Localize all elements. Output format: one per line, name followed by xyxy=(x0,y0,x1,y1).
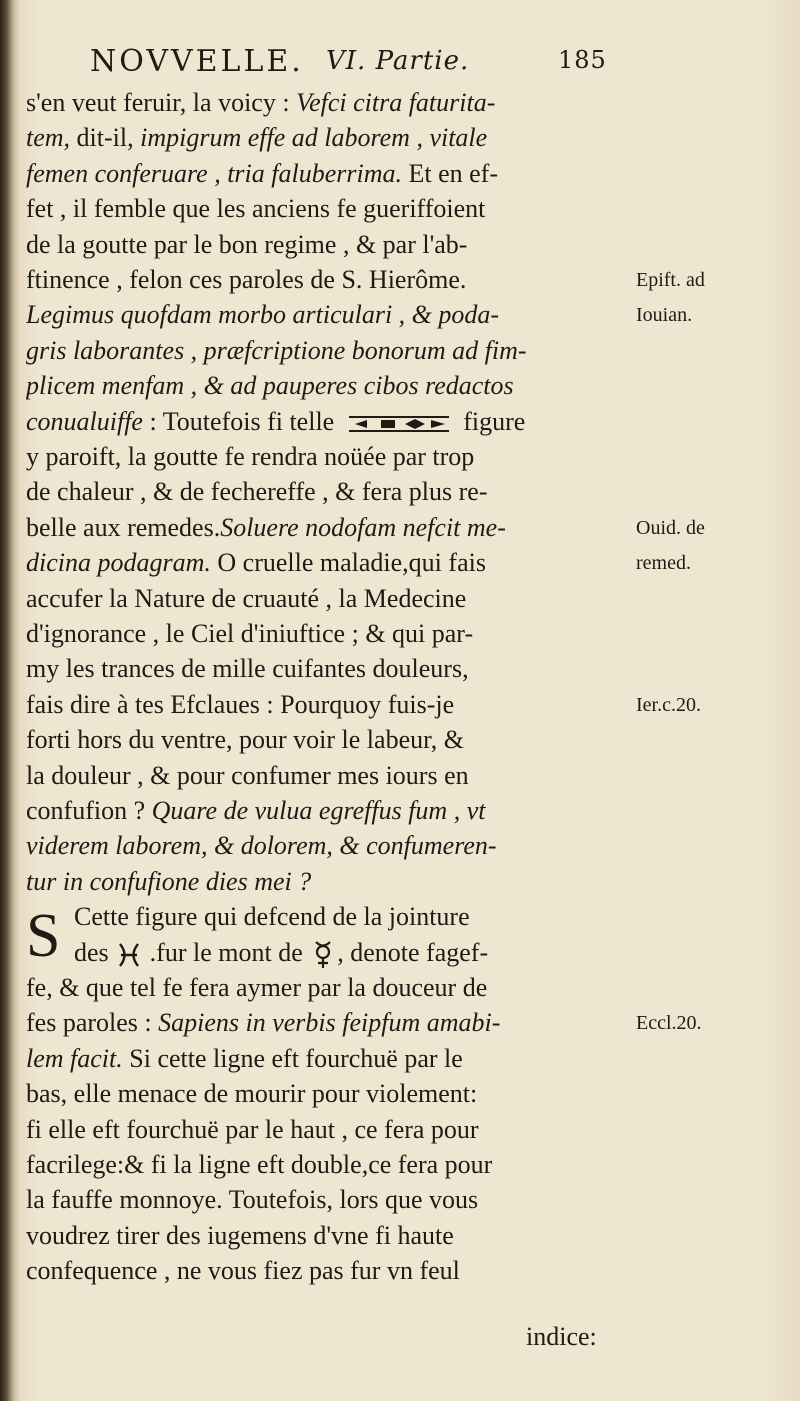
running-head-title: NOVVELLE. xyxy=(90,44,304,79)
text-line xyxy=(26,440,616,474)
italic-text: gris laborantes , præfcriptione bonorum ad fim- xyxy=(26,335,527,365)
drop-cap: S xyxy=(26,902,61,970)
figure-mark-icon xyxy=(341,407,457,436)
running-head-part: VI. Partie. xyxy=(326,46,470,76)
roman-text: accufer la Nature de cruauté , la Medecine xyxy=(26,583,467,613)
text-line xyxy=(26,546,616,580)
catchword: indice: xyxy=(526,1322,597,1351)
roman-text: de chaleur , & de fechereffe , & fera plus re- xyxy=(26,477,488,507)
roman-text: confufion ? xyxy=(26,796,152,825)
roman-text: bas, elle menace de mourir pour violement: xyxy=(26,1079,478,1109)
roman-text: fes paroles : xyxy=(26,1008,159,1038)
text-line xyxy=(26,582,616,616)
italic-text: plicem menfam , & ad pauperes cibos redactos xyxy=(26,371,514,401)
roman-text: voudrez tirer des iugemens d'vne fi haute xyxy=(26,1220,454,1250)
roman-text: ftinence , felon ces paroles de S. Hierôme. xyxy=(26,265,467,294)
roman-text: : Toutefois fi telle xyxy=(142,406,341,436)
text-line xyxy=(26,1254,616,1288)
text-line xyxy=(26,121,616,155)
text-line xyxy=(26,369,616,403)
italic-text: dicina podagram. xyxy=(26,548,211,578)
text-line xyxy=(26,723,616,757)
roman-text: des xyxy=(74,937,116,967)
text-line xyxy=(26,829,616,863)
roman-text: Cette figure qui defcend de la jointure xyxy=(74,902,470,932)
roman-text: Si cette ligne eft fourchuë par le xyxy=(122,1043,463,1073)
text-line xyxy=(26,759,616,793)
text-line xyxy=(26,1113,616,1147)
roman-text: forti hors du ventre, pour voir le labeur, & xyxy=(26,725,464,755)
text-line xyxy=(26,1183,616,1217)
italic-text: Quare de vulua egreffus fum , vt xyxy=(151,796,486,825)
italic-text: Sapiens in verbis feipfum amabi- xyxy=(158,1008,501,1038)
mercury-icon xyxy=(309,938,337,967)
roman-text: Et en ef- xyxy=(401,158,498,188)
roman-text: la fauffe monnoye. Toutefois, lors que vous xyxy=(26,1185,479,1215)
text-line xyxy=(26,794,616,828)
italic-text: Legimus quofdam morbo articulari , & poda- xyxy=(26,300,500,330)
margin-note: Ouid. de xyxy=(636,516,705,539)
text-line xyxy=(26,157,616,191)
text-line xyxy=(26,1077,616,1111)
text-line xyxy=(26,1219,616,1253)
roman-text: figure xyxy=(456,406,526,436)
roman-text: d'ignorance , le Ciel d'iniuftice ; & qui par- xyxy=(26,619,474,648)
italic-text: lem facit. xyxy=(26,1043,123,1073)
roman-text: fe, & que tel fe fera aymer par la douceur de xyxy=(26,973,488,1002)
roman-text: fi elle eft fourchuë par le haut , ce fera pour xyxy=(26,1114,479,1144)
page-number: 185 xyxy=(558,46,607,74)
roman-text: s'en veut feruir, la voicy : xyxy=(26,88,297,117)
text-line xyxy=(26,192,616,226)
text-line xyxy=(26,1006,616,1040)
roman-text: fet , il femble que les anciens fe gueriffoient xyxy=(26,194,486,224)
italic-text: tem, xyxy=(26,123,71,153)
running-head xyxy=(90,44,610,84)
text-line xyxy=(26,405,616,439)
roman-text: fais dire à tes Efclaues : Pourquoy fuis-je xyxy=(26,689,455,719)
roman-text: belle aux remedes. xyxy=(26,512,221,542)
roman-text: .fur le mont de xyxy=(143,937,310,967)
italic-text: Vefci citra faturita- xyxy=(296,88,496,117)
text-line xyxy=(26,971,616,1005)
text-line xyxy=(26,1148,616,1182)
margin-note: Eccl.20. xyxy=(636,1012,702,1035)
text-line xyxy=(26,1042,616,1076)
text-line xyxy=(26,86,616,120)
italic-text: impigrum effe ad laborem , vitale xyxy=(140,123,488,153)
roman-text: confequence , ne vous fiez pas fur vn feul xyxy=(26,1256,460,1286)
text-line xyxy=(74,936,616,970)
margin-note: Epift. ad xyxy=(636,269,705,291)
italic-text: Soluere nodofam nefcit me- xyxy=(220,512,506,542)
binding-gutter xyxy=(0,0,20,1401)
text-line xyxy=(26,298,616,332)
italic-text: tur in confufione dies mei ? xyxy=(26,866,312,896)
italic-text: conualuiffe xyxy=(26,406,143,436)
margin-note: remed. xyxy=(636,552,691,575)
text-line xyxy=(26,263,616,297)
italic-text: viderem laborem, & dolorem, & confumeren- xyxy=(26,831,497,861)
roman-text: facrilege:& fi la ligne eft double,ce fera pour xyxy=(26,1150,493,1179)
roman-text: , denote fagef- xyxy=(337,937,489,967)
text-line xyxy=(26,617,616,651)
roman-text: de la goutte par le bon regime , & par l'ab- xyxy=(26,229,468,259)
roman-text: my les trances de mille cuifantes douleurs, xyxy=(26,654,469,684)
text-line xyxy=(74,900,616,934)
roman-text: y paroift, la goutte fe rendra noüée par trop xyxy=(26,442,475,471)
roman-text: la douleur , & pour confumer mes iours en xyxy=(26,760,469,790)
text-line xyxy=(26,511,616,545)
roman-text: O cruelle maladie,qui fais xyxy=(210,548,486,578)
margin-note: Iouian. xyxy=(636,304,693,327)
italic-text: femen conferuare , tria faluberrima. xyxy=(26,158,402,188)
text-line xyxy=(26,475,616,509)
text-line xyxy=(26,865,616,899)
text-line xyxy=(26,688,616,722)
text-line xyxy=(26,334,616,368)
roman-text: dit-il, xyxy=(70,123,141,153)
pisces-icon xyxy=(115,938,143,967)
margin-note: Ier.c.20. xyxy=(636,693,701,716)
text-line xyxy=(26,228,616,262)
text-line xyxy=(26,652,616,686)
